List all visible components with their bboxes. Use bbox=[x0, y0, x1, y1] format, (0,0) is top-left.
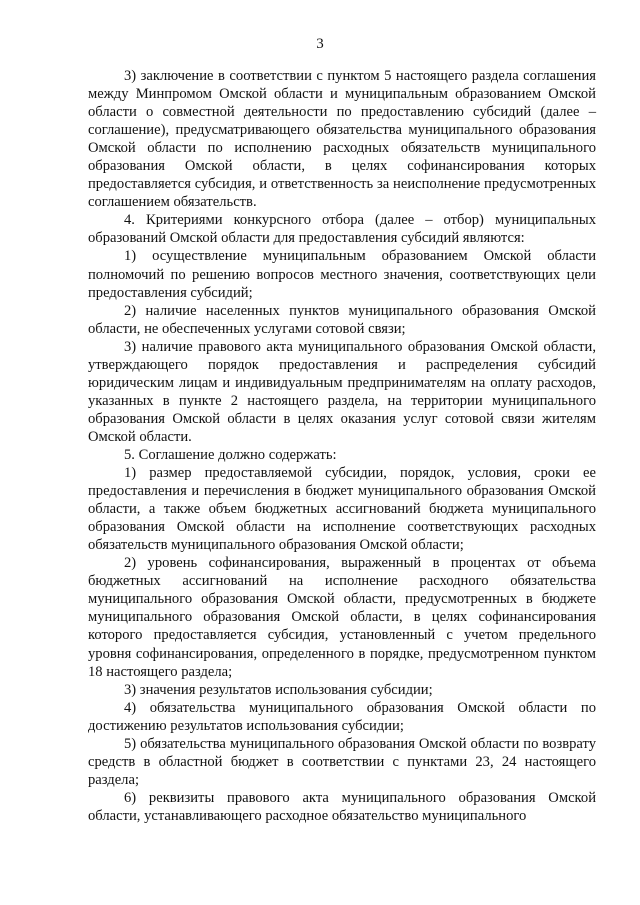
paragraph: 3) заключение в соответствии с пунктом 5 настоящего раздела соглашения между Минпромом Омской области и муниципальным образованием Омской области о совместной деятельности по предоставлению субсидий (далее – соглашение), предусматривающего обязательства муниципального образования Омской области по исполнению расходных обязательств муниципального образования Омской области, в целях софинансирования которых предоставляется субсидия, и ответственность за неисполнение предусмотренных соглашением обязательств. bbox=[88, 68, 596, 211]
paragraph: 1) размер предоставляемой субсидии, порядок, условия, сроки ее предоставления и перечисления в бюджет муниципального образования Омской области, а также объем бюджетных ассигнований бюджета муниципального образования Омской области на исполнение соответствующих расходных обязательств муниципального образования Омской области; bbox=[88, 465, 596, 554]
paragraph: 1) осуществление муниципальным образованием Омской области полномочий по решению вопросов местного значения, соответствующих цели предоставления субсидий; bbox=[88, 248, 596, 301]
paragraph: 3) значения результатов использования субсидии; bbox=[124, 681, 433, 698]
page-number: 3 bbox=[316, 36, 324, 52]
paragraph: 5) обязательства муниципального образования Омской области по возврату средств в областной бюджет в соответствии с пунктами 23, 24 настоящего раздела; bbox=[88, 735, 596, 788]
paragraph: 4) обязательства муниципального образования Омской области по достижению результатов использования субсидии; bbox=[88, 699, 596, 734]
paragraph: 3) наличие правового акта муниципального образования Омской области, утверждающего порядок предоставления и распределения субсидий юридическим лицам и индивидуальным предпринимателям на оплату расходов, указанных в пункте 2 настоящего раздела, на территории муниципального образования Омской области в целях оказания услуг сотовой связи жителям Омской области. bbox=[88, 338, 596, 445]
paragraph: 5. Соглашение должно содержать: bbox=[124, 446, 337, 463]
document-body bbox=[88, 67, 596, 825]
paragraph: 2) уровень софинансирования, выраженный в процентах от объема бюджетных ассигнований на исполнение расходного обязательства муниципального образования Омской области, предусмотренных в бюджете муниципального образования Омской области, в целях софинансирования которого предоставляется субсидия, установленный с учетом предельного уровня софинансирования, определенного в порядке, предусмотренном пунктом 18 настоящего раздела; bbox=[88, 555, 596, 680]
paragraph: 4. Критериями конкурсного отбора (далее – отбор) муниципальных образований Омской области для предоставления субсидий являются: bbox=[88, 212, 596, 247]
paragraph: 6) реквизиты правового акта муниципального образования Омской области, устанавливающего расходное обязательство муниципального bbox=[88, 789, 596, 824]
paragraph: 2) наличие населенных пунктов муниципального образования Омской области, не обеспеченных услугами сотовой связи; bbox=[88, 302, 596, 337]
